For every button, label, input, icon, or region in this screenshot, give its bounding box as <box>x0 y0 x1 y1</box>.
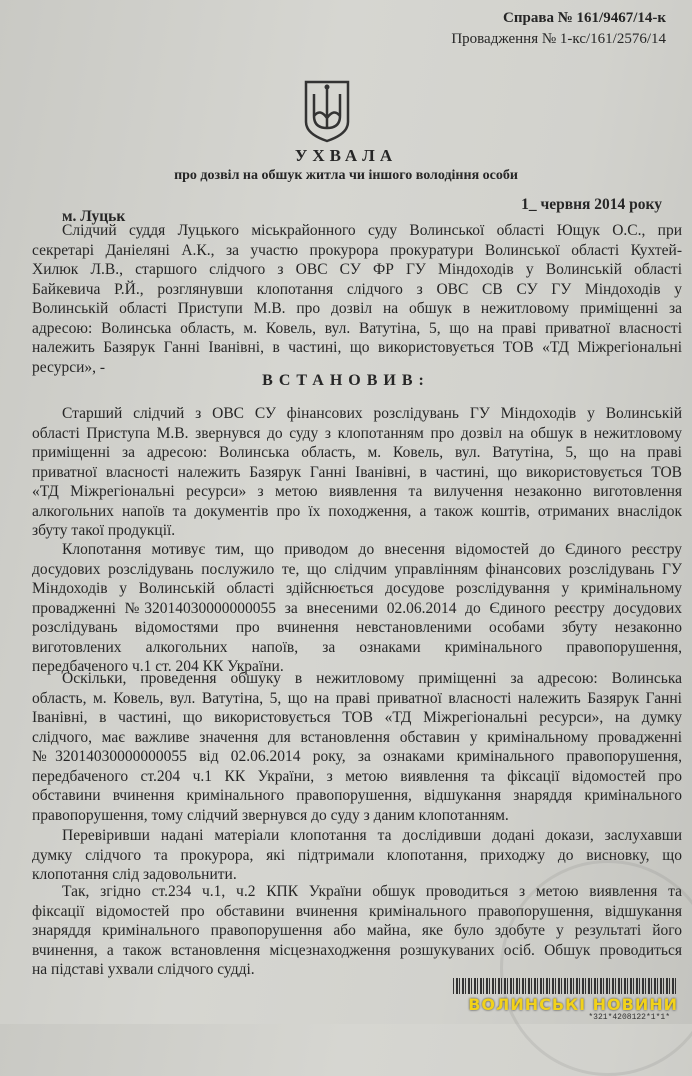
document-city: м. Луцьк <box>62 208 126 225</box>
text-line: Іванівні, в частині, що використовується ТОВ «ТД Міжрегіональні ресурси», на думку <box>32 709 682 726</box>
text-line: клопотання слід задовольнити. <box>32 866 237 883</box>
trident-emblem-icon <box>302 78 352 149</box>
section-heading: ВСТАНОВИВ: <box>262 372 430 389</box>
text-line: знаряддя кримінального правопорушення або майна, яке було здобуте у результаті його <box>32 922 682 939</box>
text-line: виготовлених алкогольних напоїв, за ознаками кримінального правопорушення, <box>32 638 682 656</box>
body-paragraph <box>32 540 682 677</box>
text-line: Міндоходів у Волинській області здійснюється досудове розслідування у кримінальному <box>32 580 682 597</box>
text-line: №32014030000000055 від 02.06.2014 року, за ознаками кримінального правопорушення, <box>32 748 682 765</box>
text-line: «ТД Міжрегіональні ресурси» з метою виявлення та вилучення незаконно виготовлення <box>32 483 682 500</box>
text-line: досудових розслідувань послужило те, що слідчим управлінням фінансових розслідувань ГУ <box>32 560 682 578</box>
watermark-logo: ВОЛИНСЬКІ НОВИНИ <box>468 995 678 1014</box>
text-line: Слідчий суддя Луцького міськрайонного суду Волинської області Ющук О.С., при <box>62 222 682 239</box>
text-line: вчинення, а також встановлення місцезнаходження розшукуваних осіб. Обшук проводиться <box>32 941 682 959</box>
text-line: Хилюк Л.В., старшого слідчого з ОВС СУ ФР ГУ Міндоходів у Волинській області <box>32 261 682 278</box>
proceeding-number: Провадження № 1-кс/161/2576/14 <box>451 31 666 47</box>
text-line: Волинській області Приступи М.В. про дозвіл на обшук в нежитловому приміщенні за <box>32 300 682 317</box>
text-line: думку слідчого та прокурора, які підтримали клопотання, приходжу до висновку, що <box>32 846 682 864</box>
barcode <box>453 978 678 994</box>
text-line: провадженні №32014030000000055 за внесеними 02.06.2014 до Єдиного реєстру досудових <box>32 599 682 617</box>
text-line: слідчого, має важливе значення для встановлення обставин у кримінальному провадженні <box>32 728 682 746</box>
text-line: алкогольних напоїв та документів про їх походження, а також коштів, отриманих внаслідок <box>32 502 682 520</box>
text-line: області Приступа М.В. звернувся до суду з клопотанням про дозвіл на обшук в нежитловому <box>32 424 682 442</box>
text-line: адресою: Волинська область, м. Ковель, вул. Ватутіна, 5, що на праві приватної власності <box>32 319 682 337</box>
barcode-number: *321*4208122*1*1* <box>588 1013 670 1022</box>
case-number: Справа № 161/9467/14-к <box>503 10 666 26</box>
text-line: приватної власності належить Базярук Ганні Іванівні, в частині, що використовується ТОВ <box>32 463 682 481</box>
text-line: фіксації відомостей про обставини вчинення кримінального правопорушення, відшукання <box>32 902 682 920</box>
text-line: збуту такої продукції. <box>32 522 176 539</box>
document-date: 1_ червня 2014 року <box>521 196 662 213</box>
document-subtitle: про дозвіл на обшук житла чи іншого володіння особи <box>174 168 518 183</box>
text-line: секретарі Даніеляні А.К., за участю прокурора прокуратури Волинської області Кухтей- <box>32 241 682 259</box>
body-paragraph <box>32 669 682 825</box>
text-line: область, м. Ковель, вул. Ватутіна, 5, що на праві приватної власності належить Базярук Ганні <box>32 689 682 707</box>
text-line: Клопотання мотивує тим, що приводом до внесення відомостей до Єдиного реєстру <box>62 541 682 558</box>
text-line: Перевіривши надані матеріали клопотання та дослідивши додані докази, заслухавши <box>62 827 682 844</box>
text-line: приміщенні за адресою: Волинська область, м. Ковель, вул. Ватутіна, 5, що на праві <box>32 444 682 461</box>
body-paragraph <box>32 826 682 885</box>
text-line: Оскільки, проведення обшуку в нежитловому приміщенні за адресою: Волинська <box>62 670 682 687</box>
document-title: УХВАЛА <box>294 146 398 165</box>
text-line: правопорушення, тому слідчий звернувся до суду з даним клопотанням. <box>32 806 509 824</box>
text-line: належить Базярук Ганні Іванівні, в частині, що використовується ТОВ «ТД Міжрегіональні <box>32 339 682 356</box>
text-line: передбаченого ст.204 ч.1 КК України, з метою виявлення та фіксації відомостей про <box>32 767 682 785</box>
text-line: Так, згідно ст.234 ч.1, ч.2 КПК України обшук проводиться з метою виявлення та <box>62 883 682 900</box>
text-line: на підставі ухвали слідчого судді. <box>32 961 255 978</box>
text-line: передбаченого ч.1 ст. 204 КК України. <box>32 658 284 675</box>
body-paragraph <box>32 404 682 541</box>
text-line: Старший слідчий з ОВС СУ фінансових розслідувань ГУ Міндоходів у Волинській <box>62 405 682 422</box>
text-line: розслідувань відомостями про вчинення невстановленими особами збуту незаконно <box>32 619 682 636</box>
text-line: Байкевича Р.Й., розглянувши клопотання слідчого з ОВС СВ СУ ГУ Міндоходів у <box>32 280 682 298</box>
intro-paragraph <box>32 221 682 377</box>
text-line: ресурси», - <box>32 358 106 376</box>
text-line: обставини вчинення кримінального правопорушення, відшукання знаряддя кримінального <box>32 787 682 804</box>
body-paragraph <box>32 882 682 980</box>
